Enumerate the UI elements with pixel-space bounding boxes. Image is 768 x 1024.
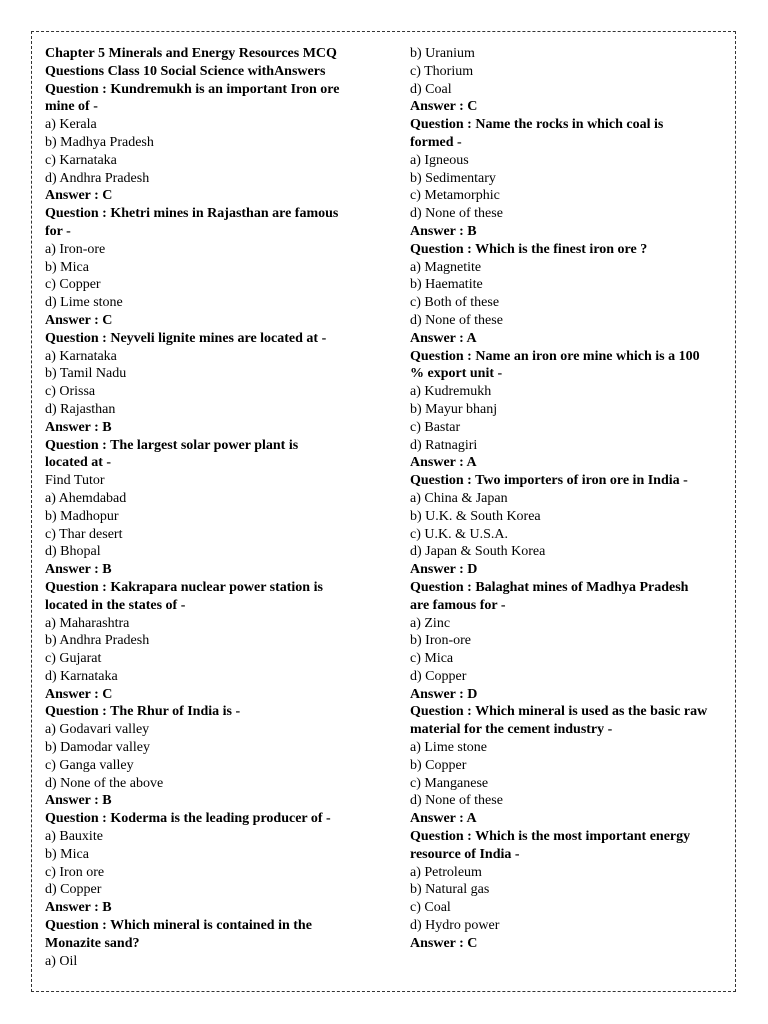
option-line: c) Both of these: [410, 295, 500, 311]
option-line: a) Godavari valley: [45, 722, 150, 738]
question-line: formed -: [410, 134, 462, 150]
answer-line: Answer : C: [410, 935, 478, 951]
answer-line: Answer : B: [45, 562, 112, 578]
question-line: are famous for -: [410, 597, 506, 613]
question-line: Question : The largest solar power plant is: [45, 437, 299, 453]
option-line: c) Bastar: [410, 419, 461, 435]
option-line: a) Iron-ore: [45, 241, 106, 257]
question-line: Monazite sand?: [45, 935, 140, 951]
answer-line: Answer : C: [45, 686, 113, 702]
option-line: a) Igneous: [410, 152, 469, 168]
option-line: b) Mica: [45, 259, 89, 275]
option-line: b) Madhya Pradesh: [45, 134, 154, 150]
option-line: a) Kerala: [45, 117, 97, 133]
answer-line: Answer : A: [410, 455, 477, 471]
option-line: a) Bauxite: [45, 829, 103, 845]
option-line: b) Andhra Pradesh: [45, 633, 150, 649]
option-line: Find Tutor: [45, 473, 105, 489]
option-line: c) U.K. & U.S.A.: [410, 526, 508, 542]
question-line: Question : Which mineral is contained in the: [45, 918, 312, 934]
option-line: d) Lime stone: [45, 295, 123, 311]
question-line: mine of -: [45, 99, 98, 115]
question-line: Question : The Rhur of India is -: [45, 704, 241, 720]
option-line: b) Mayur bhanj: [410, 401, 498, 417]
question-line: Question : Balaghat mines of Madhya Pradesh: [410, 579, 689, 595]
answer-line: Answer : A: [410, 330, 477, 346]
question-line: % export unit -: [410, 366, 503, 382]
answer-line: Answer : D: [410, 562, 478, 578]
question-line: Question : Two importers of iron ore in India -: [410, 473, 688, 489]
option-line: d) None of these: [410, 206, 503, 222]
option-line: c) Iron ore: [45, 864, 105, 880]
option-line: b) Mica: [45, 846, 89, 862]
option-line: d) None of these: [410, 312, 503, 328]
question-line: located in the states of -: [45, 597, 186, 613]
option-line: d) Hydro power: [410, 918, 500, 934]
option-line: a) Karnataka: [45, 348, 117, 364]
option-line: b) U.K. & South Korea: [410, 508, 541, 524]
answer-line: Answer : C: [410, 99, 478, 115]
question-line: Question : Which is the most important energy: [410, 829, 691, 845]
option-line: d) None of the above: [45, 775, 164, 791]
answer-line: Answer : B: [45, 793, 112, 809]
option-line: c) Thorium: [410, 63, 474, 79]
answer-line: Answer : B: [45, 419, 112, 435]
option-line: a) Ahemdabad: [45, 490, 127, 506]
question-line: Question : Name the rocks in which coal is: [410, 117, 664, 133]
answer-line: Answer : B: [410, 223, 477, 239]
option-line: c) Coal: [410, 900, 451, 916]
question-line: Question : Name an iron ore mine which is a 100: [410, 348, 700, 364]
option-line: a) Magnetite: [410, 259, 482, 275]
question-line: material for the cement industry -: [410, 722, 613, 738]
option-line: d) Andhra Pradesh: [45, 170, 150, 186]
option-line: d) None of these: [410, 793, 503, 809]
answer-line: Answer : C: [45, 188, 113, 204]
option-line: a) Zinc: [410, 615, 451, 631]
option-line: c) Metamorphic: [410, 188, 500, 204]
answer-line: Answer : C: [45, 312, 113, 328]
option-line: b) Madhopur: [45, 508, 119, 524]
option-line: b) Uranium: [410, 46, 475, 61]
question-line: Question : Kakrapara nuclear power station is: [45, 579, 323, 595]
option-line: c) Gujarat: [45, 651, 102, 667]
option-line: a) Maharashtra: [45, 615, 130, 631]
option-line: d) Coal: [410, 81, 452, 97]
option-line: c) Karnataka: [45, 152, 117, 168]
option-line: a) Oil: [45, 953, 78, 969]
question-line: Chapter 5 Minerals and Energy Resources MCQ: [45, 46, 337, 61]
option-line: a) Lime stone: [410, 740, 487, 756]
question-line: Question : Koderma is the leading producer of -: [45, 811, 331, 827]
option-line: b) Natural gas: [410, 882, 490, 898]
option-line: c) Ganga valley: [45, 757, 134, 773]
question-line: located at -: [45, 455, 112, 471]
question-line: resource of India -: [410, 846, 520, 862]
option-line: d) Japan & South Korea: [410, 544, 546, 560]
question-line: for -: [45, 223, 71, 239]
question-line: Question : Which is the finest iron ore ?: [410, 241, 648, 257]
option-line: a) Kudremukh: [410, 384, 492, 400]
question-line: Question : Neyveli lignite mines are located at -: [45, 330, 327, 346]
left-column: [45, 45, 375, 970]
option-line: c) Orissa: [45, 384, 96, 400]
right-column: [410, 45, 732, 953]
option-line: d) Copper: [45, 882, 102, 898]
question-line: Question : Which mineral is used as the basic raw: [410, 704, 708, 720]
option-line: b) Sedimentary: [410, 170, 496, 186]
option-line: d) Karnataka: [45, 668, 118, 684]
option-line: c) Mica: [410, 651, 454, 667]
question-line: Question : Kundremukh is an important Iron ore: [45, 81, 340, 97]
option-line: a) Petroleum: [410, 864, 482, 880]
answer-line: Answer : A: [410, 811, 477, 827]
option-line: b) Damodar valley: [45, 740, 150, 756]
option-line: c) Manganese: [410, 775, 489, 791]
option-line: d) Rajasthan: [45, 401, 116, 417]
answer-line: Answer : D: [410, 686, 478, 702]
option-line: d) Ratnagiri: [410, 437, 478, 453]
option-line: b) Copper: [410, 757, 467, 773]
option-line: a) China & Japan: [410, 490, 508, 506]
option-line: d) Copper: [410, 668, 467, 684]
option-line: b) Tamil Nadu: [45, 366, 127, 382]
option-line: b) Iron-ore: [410, 633, 472, 649]
question-line: Questions Class 10 Social Science withAnswers: [45, 63, 326, 79]
option-line: c) Copper: [45, 277, 101, 293]
question-line: Question : Khetri mines in Rajasthan are famous: [45, 206, 339, 222]
answer-line: Answer : B: [45, 900, 112, 916]
option-line: d) Bhopal: [45, 544, 101, 560]
option-line: b) Haematite: [410, 277, 483, 293]
option-line: c) Thar desert: [45, 526, 123, 542]
